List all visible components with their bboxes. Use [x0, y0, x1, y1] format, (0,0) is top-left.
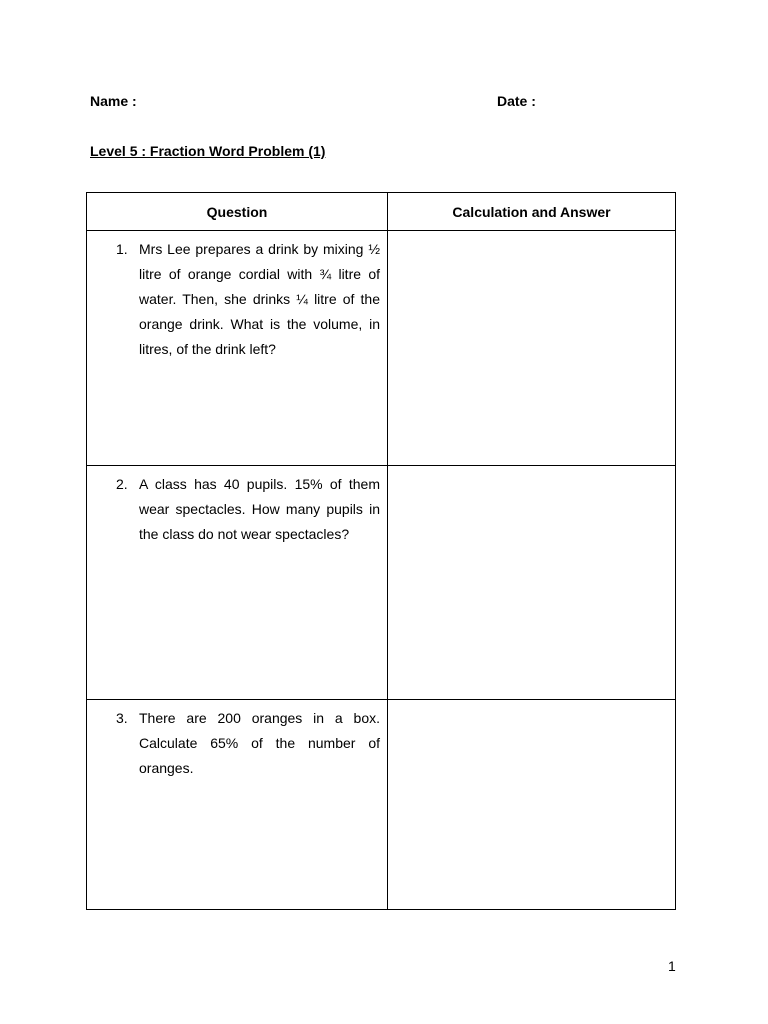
question-text: There are 200 oranges in a box. Calculate 65% of the number of oranges.	[139, 710, 380, 776]
table-header-row	[87, 193, 676, 231]
question-cell	[87, 231, 388, 466]
question-number: 3.	[116, 710, 128, 726]
answer-cell	[388, 231, 676, 466]
worksheet-title: Level 5 : Fraction Word Problem (1)	[90, 143, 326, 159]
question-number: 1.	[116, 241, 128, 257]
question-table	[86, 192, 676, 910]
table-row	[87, 231, 676, 466]
answer-cell	[388, 700, 676, 910]
question-text: A class has 40 pupils. 15% of them wear spectacles. How many pupils in the class do not wear spectacles?	[139, 476, 380, 542]
table-row	[87, 700, 676, 910]
table-row	[87, 466, 676, 700]
question-number: 2.	[116, 476, 128, 492]
date-label: Date :	[497, 93, 536, 109]
question-text: Mrs Lee prepares a drink by mixing ½ litre of orange cordial with ¾ litre of water. Then, she drinks ¼ litre of the orange drink. What is the volume, in litres, of the drink left?	[139, 241, 380, 357]
column-header-calculation-answer: Calculation and Answer	[388, 193, 676, 231]
answer-cell	[388, 466, 676, 700]
column-header-question: Question	[87, 193, 388, 231]
question-cell	[87, 700, 388, 910]
page-number: 1	[668, 958, 676, 974]
question-cell	[87, 466, 388, 700]
name-label: Name :	[90, 93, 137, 109]
